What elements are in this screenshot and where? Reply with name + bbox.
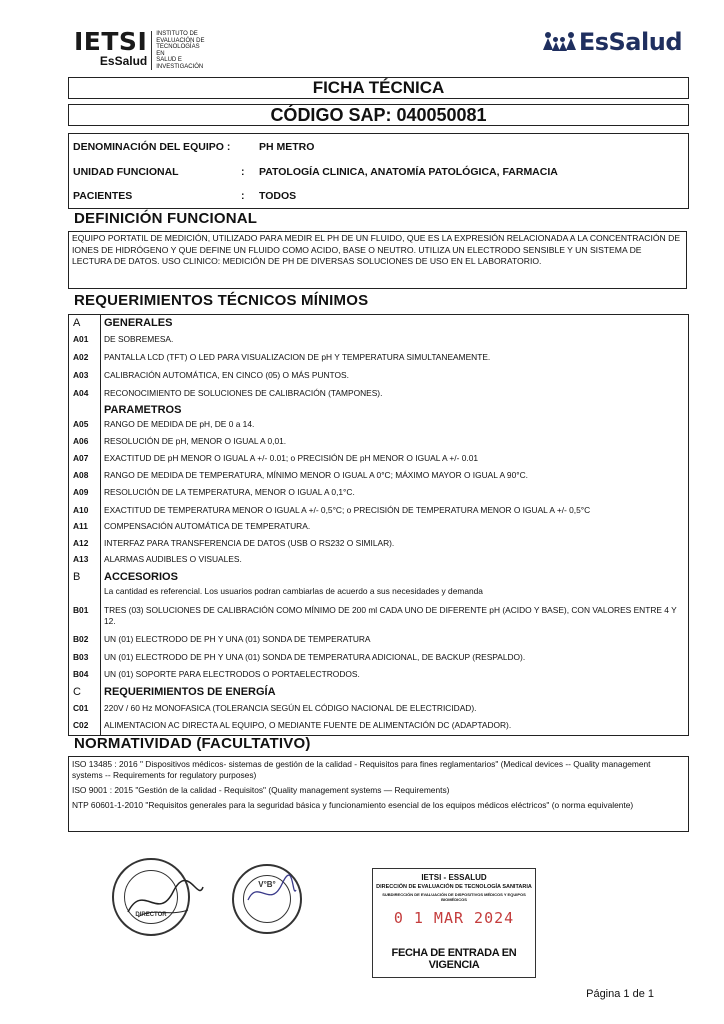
requirement-text: EXACTITUD DE pH MENOR O IGUAL A +/- 0.01; o PRECISIÓN DE pH MENOR O IGUAL A +/- 0.01 (104, 453, 479, 463)
requirement-text: UN (01) ELECTRODO DE PH Y UNA (01) SONDA DE TEMPERATURA ADICIONAL, DE BACKUP (RESPALDO). (104, 652, 526, 662)
requirements-table (68, 314, 689, 736)
requirement-text: UN (01) SOPORTE PARA ELECTRODOS O PORTAELECTRODOS. (104, 669, 360, 679)
signature-mark-2 (240, 870, 300, 920)
ietsi-logo (74, 27, 208, 70)
requirement-text: UN (01) ELECTRODO DE PH Y UNA (01) SONDA DE TEMPERATURA (104, 634, 371, 644)
signature-mark (118, 872, 208, 932)
requirement-code: A07 (73, 453, 89, 463)
norms-box (68, 756, 689, 832)
validity-date: 0 1 MAR 2024 (393, 909, 515, 927)
requirement-code: C01 (73, 703, 89, 713)
requirement-text: La cantidad es referencial. Los usuarios podran cambiarlas de acuerdo a sus necesidades y demanda (104, 586, 483, 596)
validity-stamp: IETSI - ESSALUD DIRECCIÓN DE EVALUACIÓN DE TECNOLOGÍA SANITARIA SUBDIRECCIÓN DE EVALUACIÓN DE DISPOSITIVOS MÉDICOS Y EQUIPOS BIOMÉDICOS 0 1 MAR 2024 FECHA DE ENTRADA EN VIGENCIA (372, 868, 536, 978)
requirement-text: RESOLUCIÓN DE pH, MENOR O IGUAL A 0,01. (104, 436, 287, 446)
requirement-code: B01 (73, 605, 89, 615)
norms-heading: NORMATIVIDAD (FACULTATIVO) (74, 735, 311, 752)
requirement-text: INTERFAZ PARA TRANSFERENCIA DE DATOS (USB O RS232 O SIMILAR). (104, 538, 395, 548)
requirement-code: A01 (73, 334, 89, 344)
director-seal: DIRECTOR (112, 858, 190, 936)
requirement-text: EXACTITUD DE TEMPERATURA MENOR O IGUAL A +/- 0,5°C; o PRECISIÓN DE TEMPERATURA MENOR O IGUAL A +/- 0,5°C (104, 505, 591, 515)
requirement-code: A10 (73, 505, 89, 515)
essalud-wordmark: EsSalud (578, 28, 682, 56)
requirement-text: TRES (03) SOLUCIONES DE CALIBRACIÓN COMO MÍNIMO DE 200 ml CADA UNO DE DIFERENTE pH (ACIDO Y BASE), CON VALORES ENTRE 4 Y 12. (104, 605, 677, 626)
requirement-text: RANGO DE MEDIDA DE TEMPERATURA, MÍNIMO MENOR O IGUAL A 0°C; MÁXIMO MAYOR O IGUAL A 90°C. (104, 470, 528, 480)
ietsi-sub-wordmark: EsSalud (99, 54, 148, 68)
requirement-code: A12 (73, 538, 89, 548)
equipment-info: DENOMINACIÓN DEL EQUIPO : PH METRO UNIDAD FUNCIONAL : PATOLOGÍA CLINICA, ANATOMÍA PATOLÓGICA, FARMACIA PACIENTES : TODOS (68, 133, 689, 209)
page-number: Página 1 de 1 (586, 988, 654, 1000)
requirement-text: COMPENSACIÓN AUTOMÁTICA DE TEMPERATURA. (104, 521, 311, 531)
definition-text: EQUIPO PORTATIL DE MEDICIÓN, UTILIZADO PARA MEDIR EL PH DE UN FLUIDO, QUE ES LA EXPRESIÓN RELACIONADA A LA CONCENTRACIÓN DE IONES DE HIDRÓGENO Y QUE DEFINE UN FLUIDO COMO ACIDO, BASE O NEUTRO. UTILIZA UN ELECTRODO SENSIBLE Y UN SISTEMA DE LECTURA DE DATOS. USO CLINICO: MEDICIÓN DE PH DE DIVERSAS SOLUCIONES DE USO EN EL LABORATORIO. (68, 231, 687, 289)
requirement-code: A05 (73, 419, 89, 429)
requirement-text: DE SOBREMESA. (104, 334, 174, 344)
requirement-code: A02 (73, 352, 89, 362)
column-divider (100, 315, 101, 735)
requirement-text: 220V / 60 Hz MONOFASICA (TOLERANCIA SEGÚN EL CÓDIGO NACIONAL DE ELECTRICIDAD). (104, 703, 477, 713)
requirement-text: RESOLUCIÓN DE LA TEMPERATURA, MENOR O IGUAL A 0,1°C. (104, 487, 355, 497)
norm-item: ISO 9001 : 2015 "Gestión de la calidad - Requisitos" (Quality management systems — Requirements) (72, 785, 450, 795)
requirement-code: C (73, 686, 81, 698)
requirement-text: CALIBRACIÓN AUTOMÁTICA, EN CINCO (05) O MÁS PUNTOS. (104, 370, 349, 380)
ietsi-wordmark: IETSI (74, 27, 148, 56)
requirement-text: ALIMENTACION AC DIRECTA AL EQUIPO, O MEDIANTE FUENTE DE ALIMENTACIÓN DC (ADAPTADOR). (104, 720, 512, 730)
family-figures-icon (543, 32, 575, 52)
requirement-code: A04 (73, 388, 89, 398)
essalud-logo (543, 28, 682, 56)
requirement-code: C02 (73, 720, 89, 730)
requirement-text: RANGO DE MEDIDA DE pH, DE 0 a 14. (104, 419, 255, 429)
definition-heading: DEFINICIÓN FUNCIONAL (74, 210, 258, 227)
requirement-text: PANTALLA LCD (TFT) O LED PARA VISUALIZACION DE pH Y TEMPERATURA SIMULTANEAMENTE. (104, 352, 491, 362)
norm-item: NTP 60601-1-2010 "Requisitos generales para la seguridad básica y funcionamiento esencial de los equipos médicos eléctricos" (o norma equivalente) (72, 800, 634, 810)
requirement-code: A08 (73, 470, 89, 480)
institute-name: INSTITUTO DE EVALUACIÓN DE TECNOLOGÍAS EN SALUD E INVESTIGACIÓN (151, 31, 208, 70)
requirement-group-title: ACCESORIOS (104, 571, 178, 583)
sap-code: CÓDIGO SAP: 040050081 (68, 104, 689, 126)
vb-seal: V°B° (232, 864, 302, 934)
requirement-code: A09 (73, 487, 89, 497)
requirement-code: B02 (73, 634, 89, 644)
requirement-code: A03 (73, 370, 89, 380)
requirement-text: ALARMAS AUDIBLES O VISUALES. (104, 554, 242, 564)
norm-item: ISO 13485 : 2016 " Dispositivos médicos- sistemas de gestión de la calidad - Requisitos para fines reglamentarios" (Medical devices -- Quality management systems -- Requirements for regulatory purposes) (72, 759, 651, 780)
requirement-code: A06 (73, 436, 89, 446)
requirement-code: B (73, 571, 81, 583)
requirement-code: A13 (73, 554, 89, 564)
requirement-code: A11 (73, 521, 88, 531)
requirement-group-title: PARAMETROS (104, 404, 182, 416)
requirements-heading: REQUERIMIENTOS TÉCNICOS MÍNIMOS (74, 292, 369, 309)
requirement-text: RECONOCIMIENTO DE SOLUCIONES DE CALIBRACIÓN (TAMPONES). (104, 388, 383, 398)
requirement-group-title: REQUERIMIENTOS DE ENERGÍA (104, 686, 276, 698)
requirement-code: A (73, 317, 81, 329)
requirement-code: B04 (73, 669, 89, 679)
requirement-group-title: GENERALES (104, 317, 173, 329)
requirement-code: B03 (73, 652, 89, 662)
document-title: FICHA TÉCNICA (68, 77, 689, 99)
